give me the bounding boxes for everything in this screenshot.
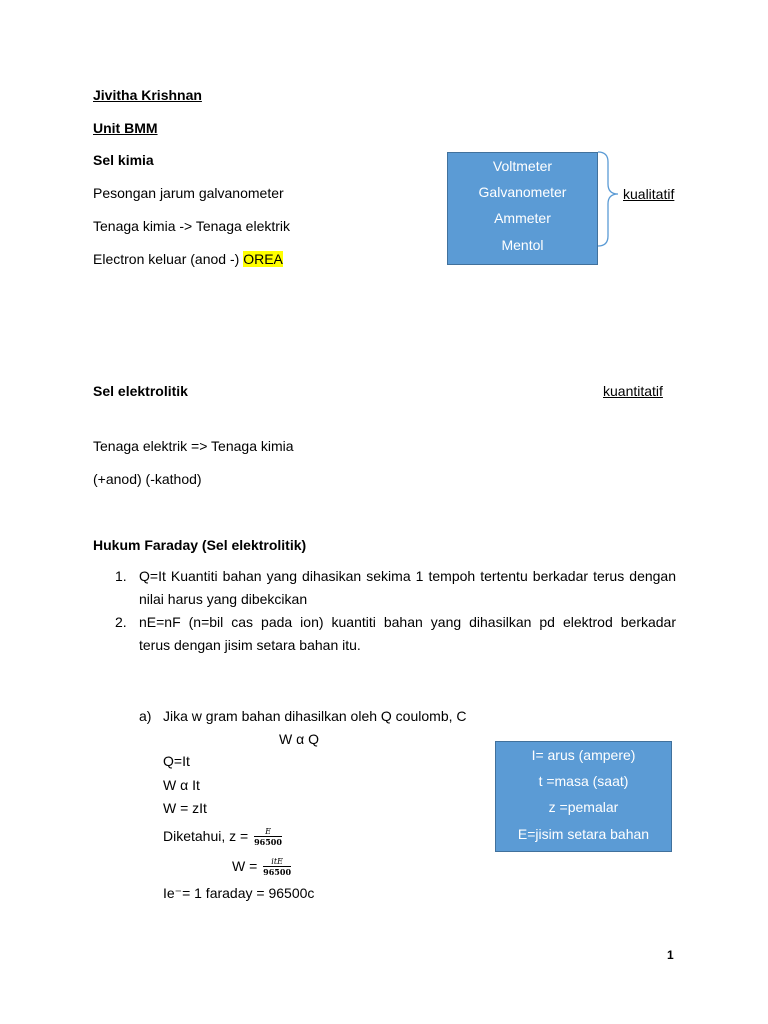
faraday-list-item-1 bbox=[115, 565, 676, 611]
fraction-numerator: itE bbox=[271, 857, 283, 867]
sel-kimia-line-3 bbox=[93, 250, 283, 268]
equation-w-ite bbox=[232, 853, 291, 879]
legend-jisim-setara: E=jisim setara bahan bbox=[517, 826, 650, 842]
legend-pemalar: z =pemalar bbox=[548, 799, 619, 815]
w-alpha-q: W α Q bbox=[279, 731, 319, 747]
sel-elektrolitik-line-1: Tenaga elektrik => Tenaga kimia bbox=[93, 438, 294, 454]
fraction-e-over-96500 bbox=[254, 827, 282, 847]
list-line: terus dengan jisim setara bahan itu. bbox=[139, 637, 361, 653]
sel-kimia-line-1: Pesongan jarum galvanometer bbox=[93, 185, 284, 201]
faraday-heading: Hukum Faraday (Sel elektrolitik) bbox=[93, 537, 307, 553]
equation-q-it: Q=It bbox=[163, 753, 190, 769]
instrument-box bbox=[447, 152, 598, 265]
sel-kimia-line-2: Tenaga kimia -> Tenaga elektrik bbox=[93, 218, 291, 234]
instrument-mentol: Mentol bbox=[501, 237, 544, 253]
sub-a-label: a) bbox=[139, 708, 152, 724]
faraday-list-item-2 bbox=[115, 611, 676, 657]
author-name: Jivitha Krishnan bbox=[93, 87, 202, 103]
equation-faraday-constant: Ie⁻= 1 faraday = 96500c bbox=[163, 885, 315, 901]
fraction-numerator: E bbox=[265, 827, 271, 837]
legend-arus: I= arus (ampere) bbox=[531, 747, 636, 763]
equation-diketahui bbox=[163, 823, 282, 849]
list-text bbox=[139, 611, 676, 657]
list-line: nE=nF (n=bil cas pada ion) kuantiti bahan yang dihasilkan pd elektrod berkadar bbox=[139, 614, 676, 630]
legend-masa: t =masa (saat) bbox=[538, 773, 629, 789]
instrument-voltmeter: Voltmeter bbox=[492, 158, 553, 174]
fraction-denominator: 96500 bbox=[254, 837, 282, 848]
list-text bbox=[139, 565, 676, 611]
list-number: 1. bbox=[115, 568, 127, 584]
electron-text: Electron keluar (anod -) bbox=[93, 251, 244, 267]
sel-elektrolitik-heading: Sel elektrolitik bbox=[93, 383, 188, 399]
legend-box bbox=[495, 741, 672, 852]
kualitatif-label: kualitatif bbox=[623, 186, 675, 202]
orea-highlight: OREA bbox=[243, 251, 283, 267]
list-number: 2. bbox=[115, 614, 127, 630]
sel-kimia-heading: Sel kimia bbox=[93, 152, 154, 168]
page-number: 1 bbox=[667, 948, 674, 962]
kuantitatif-label: kuantitatif bbox=[603, 383, 663, 399]
unit-title: Unit BMM bbox=[93, 120, 158, 136]
w-equals-text: W = bbox=[232, 858, 262, 874]
instrument-galvanometer: Galvanometer bbox=[478, 184, 567, 200]
sel-elektrolitik-line-2: (+anod) (-kathod) bbox=[93, 471, 202, 487]
fraction-denominator: 96500 bbox=[263, 867, 292, 878]
equation-w-alpha-it: W α It bbox=[163, 777, 200, 793]
sub-a-text: Jika w gram bahan dihasilkan oleh Q coulomb, C bbox=[163, 708, 467, 724]
fraction-ite-over-96500 bbox=[263, 857, 291, 877]
instrument-ammeter: Ammeter bbox=[494, 210, 551, 226]
diketahui-text: Diketahui, z = bbox=[163, 828, 253, 844]
list-line: nilai harus yang dibekcikan bbox=[139, 591, 308, 607]
list-line: Q=It Kuantiti bahan yang dihasikan sekima 1 tempoh tertentu berkadar terus dengan bbox=[139, 568, 676, 584]
curly-brace-icon bbox=[596, 150, 626, 250]
equation-w-zit: W = zIt bbox=[163, 800, 207, 816]
